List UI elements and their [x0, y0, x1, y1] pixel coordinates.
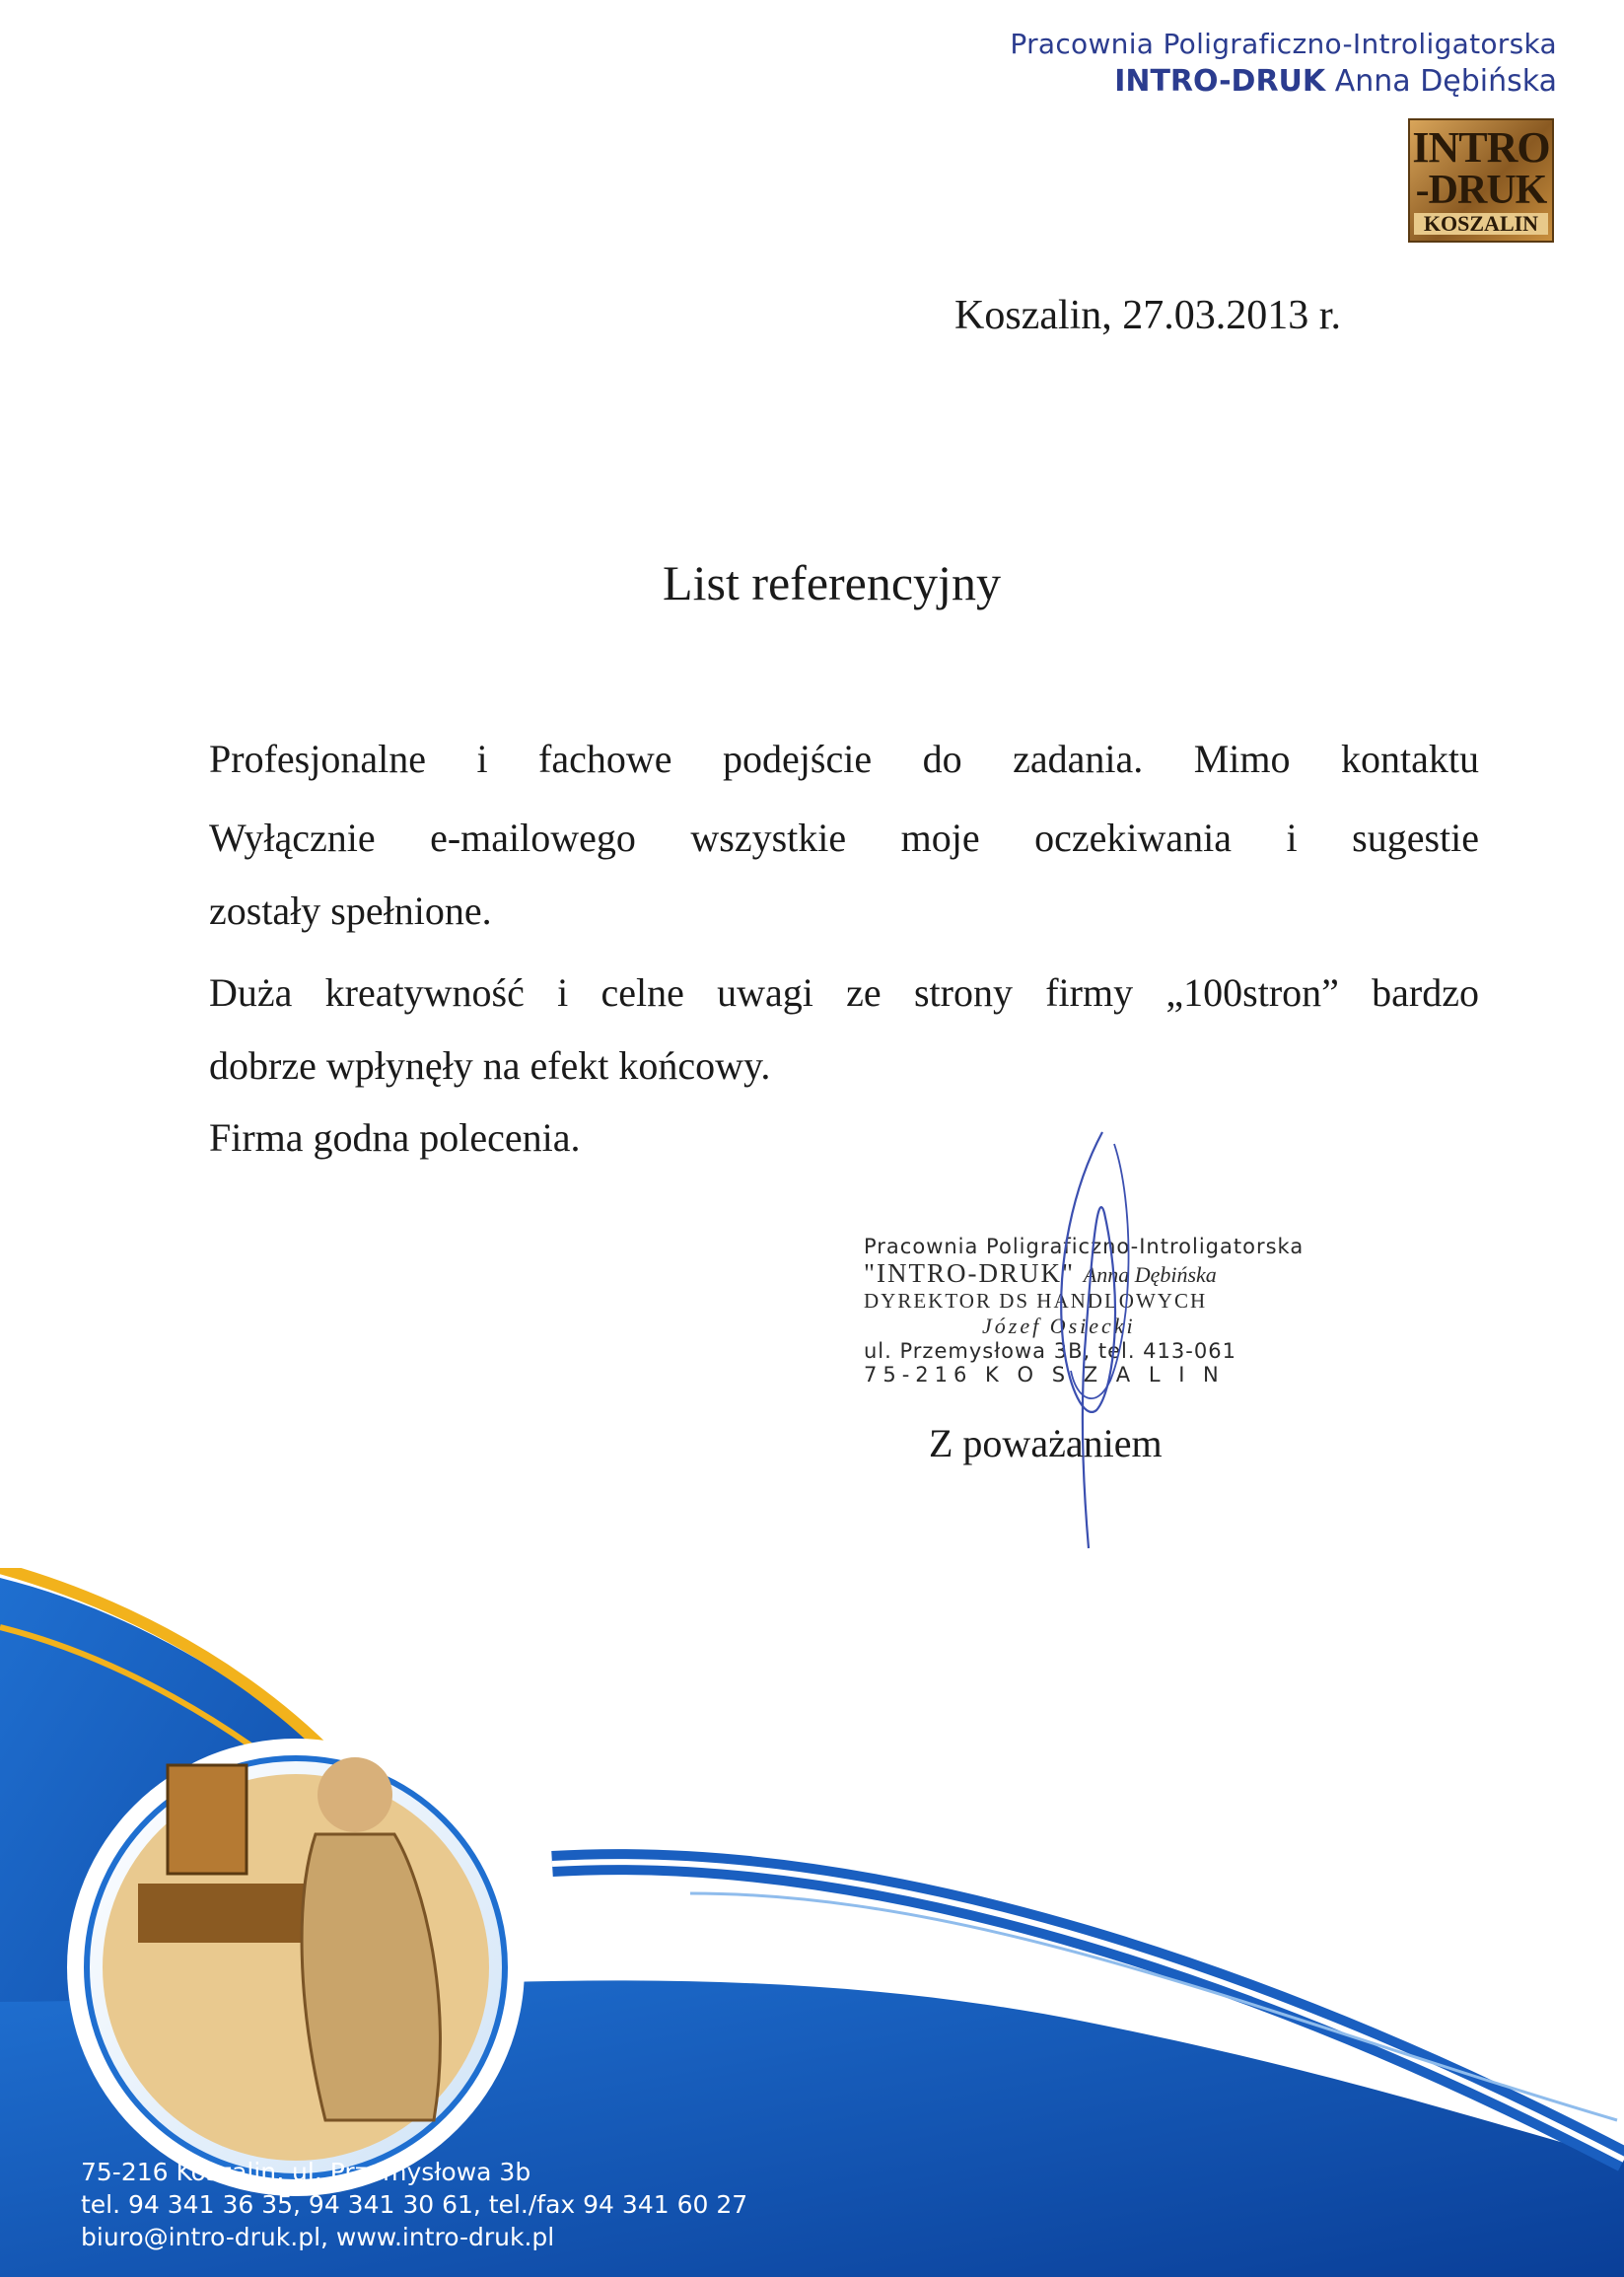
stamp-brand: "INTRO-DRUK" [864, 1258, 1076, 1288]
stamp-line-1: Pracownia Poligraficzno-Introligatorska [864, 1235, 1305, 1258]
letterhead-brand: INTRO-DRUK [1114, 64, 1326, 99]
footer-contact [81, 2156, 747, 2253]
letterhead-company-line: Pracownia Poligraficzno-Introligatorska [1010, 28, 1557, 60]
body-line-3: zostały spełnione. [209, 889, 492, 933]
stamp-line-4: Józef Osiecki [982, 1314, 1136, 1338]
body-line-1: Profesjonalne i fachowe podejście do zadania. Mimo kontaktu [209, 737, 1479, 781]
logo-line3: KOSZALIN [1414, 213, 1548, 235]
body-line-5: dobrze wpłynęły na efekt końcowy. [209, 1043, 771, 1088]
footer-email-web: biuro@intro-druk.pl, www.intro-druk.pl [81, 2223, 555, 2251]
stamp-line-5: ul. Przemysłowa 3B, tel. 413-061 [864, 1339, 1236, 1363]
logo-line2: -DRUK [1415, 168, 1547, 213]
closing-phrase: Z poważaniem [929, 1421, 1163, 1465]
handwritten-signature [986, 1124, 1223, 1558]
footer-address: 75-216 Koszalin, ul. Przemysłowa 3b [81, 2158, 531, 2186]
letterhead [1010, 28, 1557, 99]
letterhead-brand-line [1010, 64, 1557, 99]
body-line-6: Firma godna polecenia. [209, 1115, 581, 1160]
footer-phones: tel. 94 341 36 35, 94 341 30 61, tel./fax 94 341 60 27 [81, 2190, 748, 2219]
letterhead-owner: Anna Dębińska [1334, 64, 1557, 99]
body-line-2: Wyłącznie e-mailowego wszystkie moje oczekiwania i sugestie [209, 816, 1479, 860]
intro-druk-logo [1408, 118, 1554, 243]
body-line-4: Duża kreatywność i celne uwagi ze strony firmy „100stron” bardzo [209, 970, 1479, 1015]
stamp-owner: Anna Dębińska [1083, 1262, 1217, 1287]
logo-line1: INTRO [1412, 123, 1550, 172]
letter-title: List referencyjny [663, 555, 1001, 610]
stamp-line-6: 75-216 K O S Z A L I N [864, 1363, 1225, 1387]
stamp-line-3: DYREKTOR DS HANDLOWYCH [864, 1289, 1208, 1313]
letter-date: Koszalin, 27.03.2013 r. [954, 293, 1341, 338]
